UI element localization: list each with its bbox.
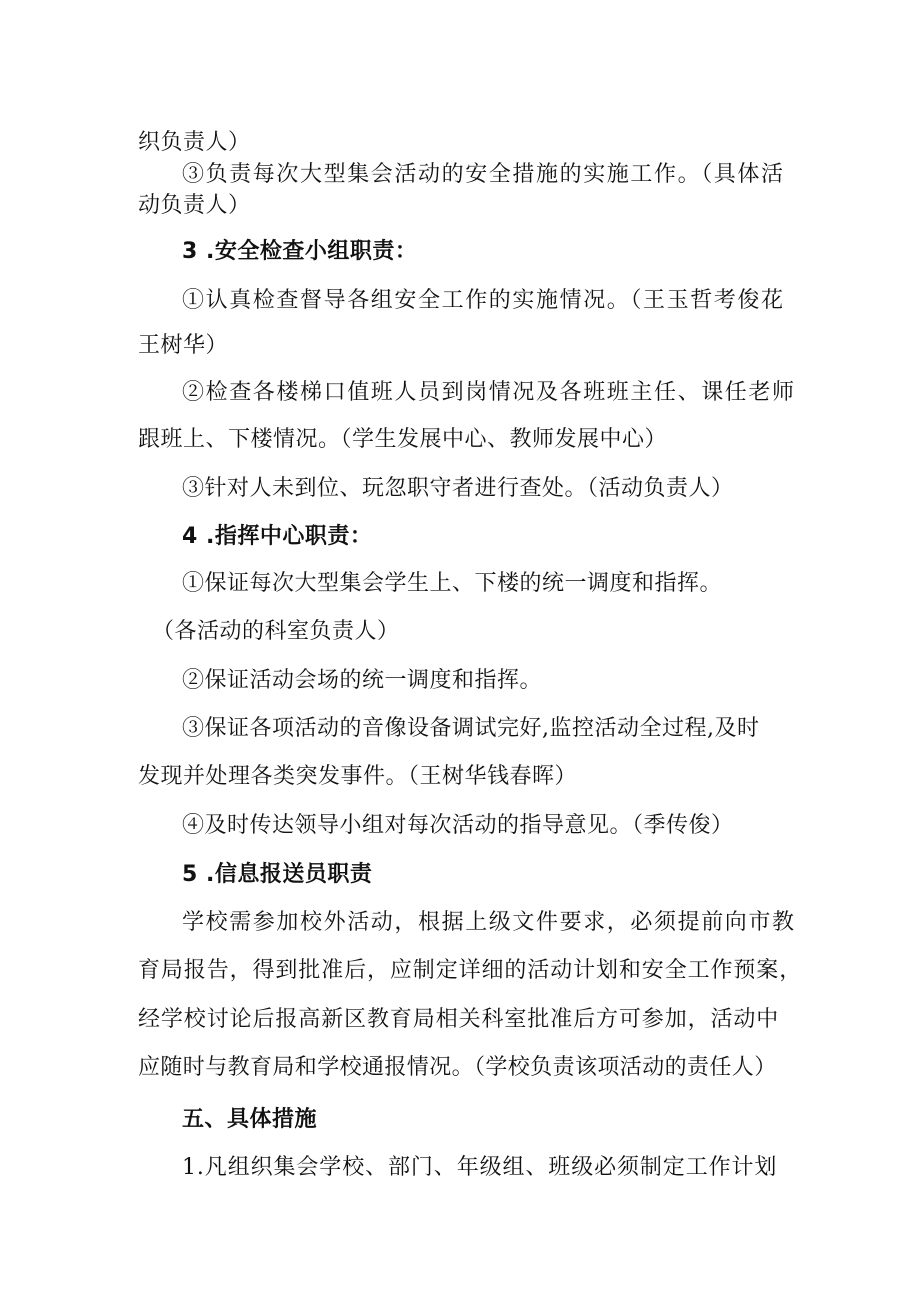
text-line: 王树华）: [138, 333, 229, 358]
text-line: 动负责人）: [138, 193, 251, 218]
text-line: ②检查各楼梯口值班人员到岗情况及各班班主任、课任老师: [182, 380, 796, 405]
text-line: ①保证每次大型集会学生上、下楼的统一调度和指挥。: [182, 571, 723, 596]
text-line: 织负责人）: [138, 130, 251, 155]
text-line: ③保证各项活动的音像设备调试完好,监控活动全过程,及时: [182, 716, 760, 741]
text-line: （各活动的科室负责人）: [152, 619, 400, 644]
text-line: 1.凡组织集会学校、部门、年级组、班级必须制定工作计划: [182, 1155, 778, 1180]
text-line: ③负责每次大型集会活动的安全措施的实施工作。（具体活: [182, 162, 785, 187]
text-line: 学校需参加校外活动，根据上级文件要求，必须提前向市教: [182, 910, 796, 935]
text-line: 发现并处理各类突发事件。（王树华钱春晖）: [138, 764, 578, 789]
text-line: 应随时与教育局和学校通报情况。（学校负责该项活动的责任人）: [138, 1055, 777, 1080]
text-line: ①认真检查督导各组安全工作的实施情况。（王玉哲考俊花: [182, 288, 785, 313]
text-line: ②保证活动会场的统一调度和指挥。: [182, 668, 543, 693]
section-heading: 4 .指挥中心职责：: [182, 524, 373, 549]
text-line: ③针对人未到位、玩忽职守者进行查处。（活动负责人）: [182, 476, 734, 501]
section-heading: 5 .信息报送员职责: [182, 862, 373, 887]
text-line: 跟班上、下楼情况。（学生发展中心、教师发展中心）: [138, 427, 668, 452]
text-line: ④及时传达领导小组对每次活动的指导意见。（季传俊）: [182, 813, 734, 838]
section-heading: 五、具体措施: [182, 1107, 318, 1132]
text-line: 育局报告，得到批准后，应制定详细的活动计划和安全工作预案，: [138, 958, 803, 983]
text-line: 经学校讨论后报高新区教育局相关科室批准后方可参加，活动中: [138, 1007, 780, 1032]
section-heading: 3 .安全检查小组职责：: [182, 239, 418, 264]
